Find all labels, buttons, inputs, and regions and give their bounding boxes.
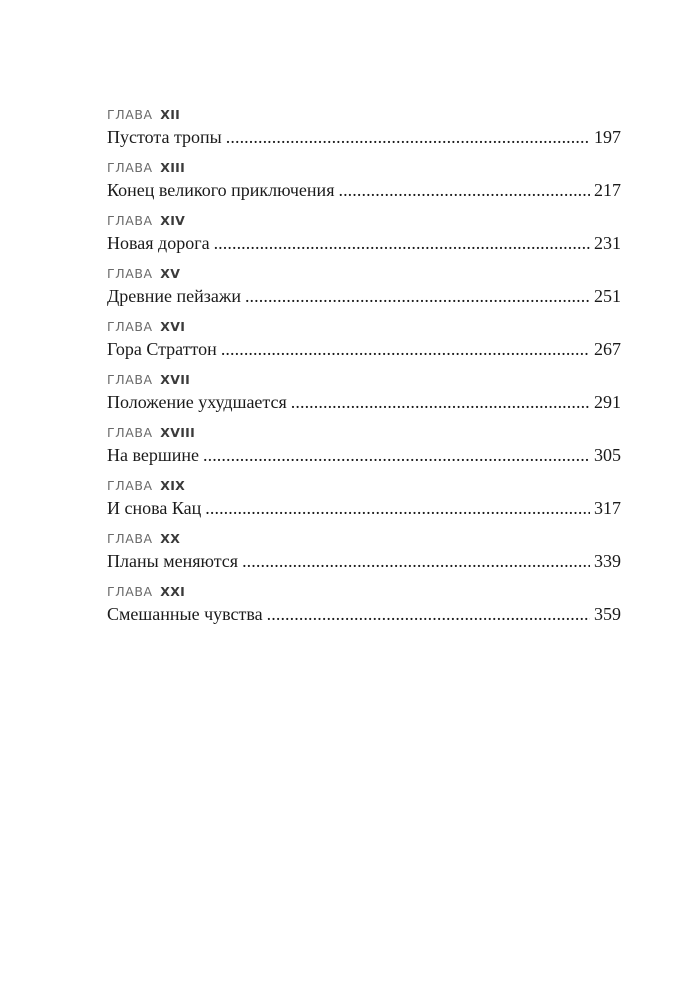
page-number: 317 <box>594 498 621 518</box>
chapter-word: ГЛАВА <box>107 478 153 493</box>
page-number: 305 <box>594 445 621 465</box>
chapter-label <box>107 263 621 284</box>
dot-leader <box>245 284 590 308</box>
chapter-label <box>107 369 621 390</box>
toc-entry <box>107 263 621 316</box>
chapter-numeral: XII <box>160 107 181 122</box>
chapter-word: ГЛАВА <box>107 107 153 122</box>
chapter-word: ГЛАВА <box>107 266 153 281</box>
toc-line[interactable] <box>107 125 621 149</box>
chapter-title[interactable]: Гора Страттон <box>107 339 217 359</box>
chapter-label <box>107 422 621 443</box>
chapter-title[interactable]: Положение ухудшается <box>107 392 287 412</box>
toc-entry <box>107 475 621 528</box>
dot-leader <box>221 337 590 361</box>
chapter-label <box>107 157 621 178</box>
toc-line[interactable] <box>107 178 621 202</box>
chapter-title[interactable]: Планы меняются <box>107 551 239 571</box>
chapter-numeral: XV <box>160 266 181 281</box>
toc-entry <box>107 210 621 263</box>
chapter-title[interactable]: Конец великого приключения <box>107 180 335 200</box>
toc-entry <box>107 422 621 475</box>
chapter-word: ГЛАВА <box>107 372 153 387</box>
dot-leader <box>291 390 590 414</box>
dot-leader <box>242 549 590 573</box>
dot-leader <box>338 178 590 202</box>
chapter-label <box>107 581 621 602</box>
toc-entry <box>107 528 621 581</box>
chapter-numeral: XX <box>160 531 181 546</box>
toc-line[interactable] <box>107 443 621 467</box>
chapter-word: ГЛАВА <box>107 319 153 334</box>
toc-line[interactable] <box>107 602 621 626</box>
chapter-label <box>107 475 621 496</box>
toc-line[interactable] <box>107 337 621 361</box>
chapter-word: ГЛАВА <box>107 584 153 599</box>
chapter-label <box>107 210 621 231</box>
chapter-title[interactable]: И снова Кац <box>107 498 202 518</box>
page-number: 291 <box>594 392 621 412</box>
chapter-word: ГЛАВА <box>107 425 153 440</box>
chapter-numeral: XIX <box>160 478 186 493</box>
chapter-title[interactable]: На вершине <box>107 445 199 465</box>
chapter-numeral: XVII <box>160 372 191 387</box>
chapter-numeral: XVIII <box>160 425 196 440</box>
chapter-numeral: XXI <box>160 584 186 599</box>
toc-line[interactable] <box>107 496 621 520</box>
page-number: 251 <box>594 286 621 306</box>
chapter-word: ГЛАВА <box>107 160 153 175</box>
chapter-numeral: XVI <box>160 319 186 334</box>
page-number: 217 <box>594 180 621 200</box>
toc-line[interactable] <box>107 284 621 308</box>
chapter-label <box>107 316 621 337</box>
toc-line[interactable] <box>107 231 621 255</box>
toc-entry <box>107 369 621 422</box>
page-number: 339 <box>594 551 621 571</box>
toc-entry <box>107 316 621 369</box>
chapter-title[interactable]: Древние пейзажи <box>107 286 241 306</box>
toc-line[interactable] <box>107 549 621 573</box>
dot-leader <box>203 443 590 467</box>
page-number: 197 <box>594 127 621 147</box>
toc-entry <box>107 581 621 634</box>
dot-leader <box>267 602 590 626</box>
chapter-numeral: XIII <box>160 160 186 175</box>
page-number: 231 <box>594 233 621 253</box>
chapter-label <box>107 104 621 125</box>
chapter-numeral: XIV <box>160 213 186 228</box>
toc-entry <box>107 157 621 210</box>
page-number: 267 <box>594 339 621 359</box>
dot-leader <box>205 496 590 520</box>
dot-leader <box>226 125 590 149</box>
page-number: 359 <box>594 604 621 624</box>
chapter-title[interactable]: Пустота тропы <box>107 127 222 147</box>
chapter-label <box>107 528 621 549</box>
dot-leader <box>214 231 590 255</box>
toc-entry <box>107 104 621 157</box>
chapter-word: ГЛАВА <box>107 531 153 546</box>
chapter-word: ГЛАВА <box>107 213 153 228</box>
chapter-title[interactable]: Смешанные чувства <box>107 604 263 624</box>
chapter-title[interactable]: Новая дорога <box>107 233 210 253</box>
toc-line[interactable] <box>107 390 621 414</box>
table-of-contents <box>107 104 621 634</box>
